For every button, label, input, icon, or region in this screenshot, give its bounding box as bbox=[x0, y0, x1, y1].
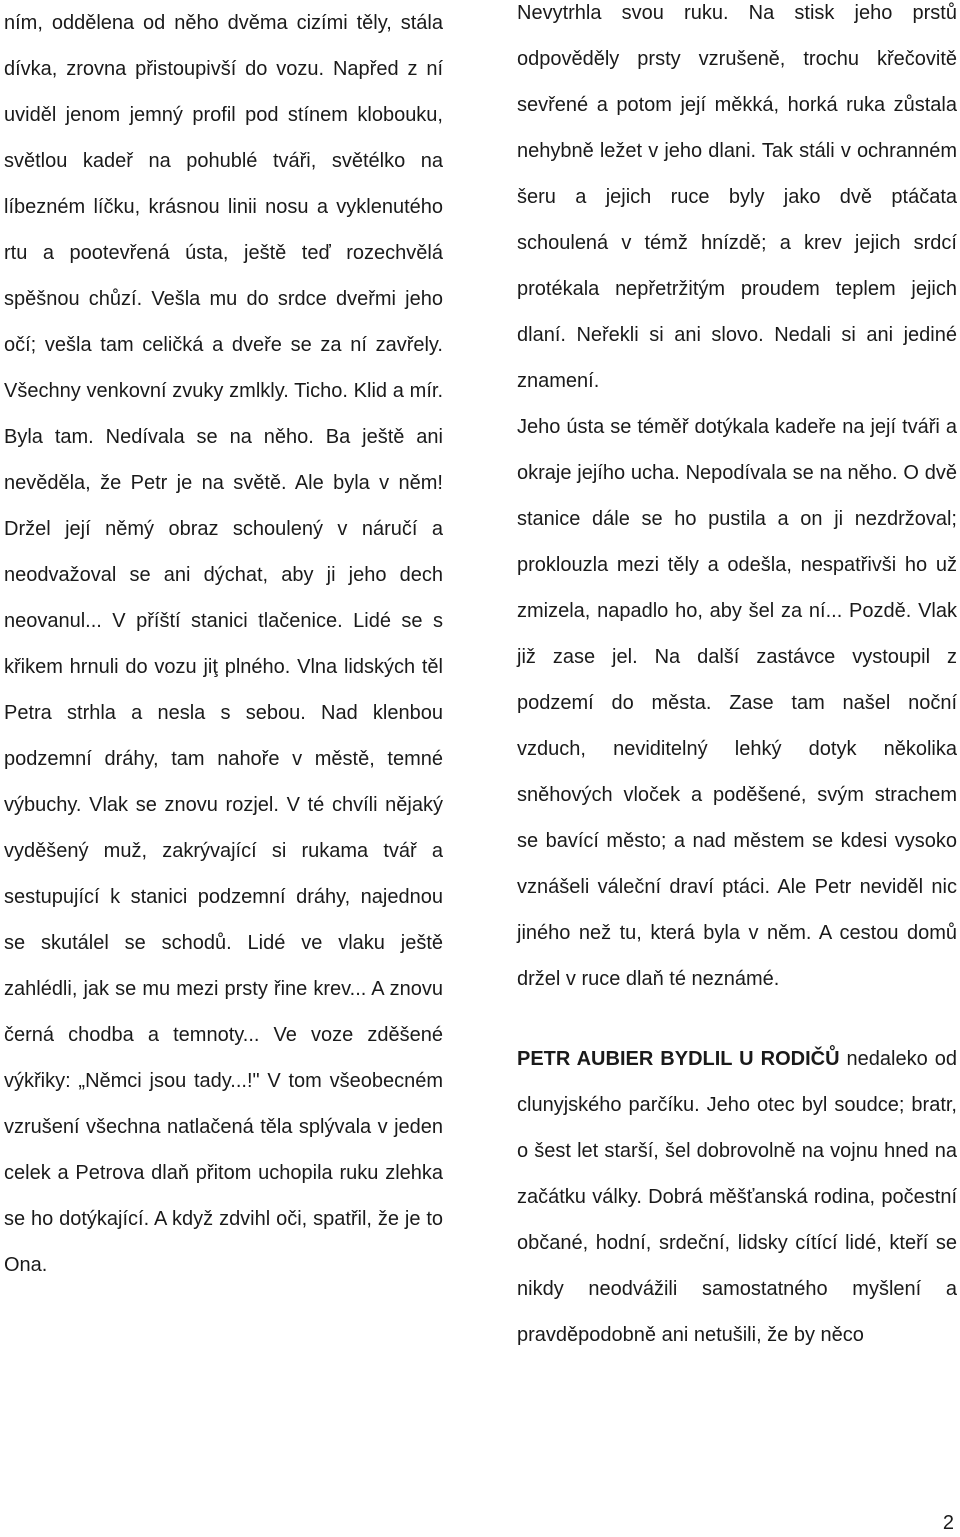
section-text: nedaleko od clunyjského parčíku. Jeho otec byl soudce; bratr, o šest let starší, šel dobrovolně na vojnu hned na začátku války. Dobrá měšťanská rodina, počestní občané, hodní, srdeční, lidsky cítící lidé, kteří se nikdy neodvážili samostatného myšlení a pravděpodobně ani netušili, že by něco bbox=[517, 1048, 957, 1346]
left-text-column bbox=[4, 0, 443, 1288]
body-paragraph: Jeho ústa se téměř dotýkala kadeře na její tváři a okraje jejího ucha. Nepodívala se na něho. O dvě stanice dále se ho pustila a on ji nezdržoval; proklouzla mezi těly a odešla, nespatřivši ho už zmizela, napadlo ho, aby šel za ní... Pozdě. Vlak již zase jel. Na další zastávce vystoupil z podzemí do města. Zase tam našel noční vzduch, neviditelný lehký dotyk několika sněhových vloček a poděšené, svým strachem se bavící město; a nad městem se kdesi vysoko vznášeli váleční draví ptáci. Ale Petr neviděl nic jiného než tu, která byla v něm. A cestou domů držel v ruce dlaň té neznámé. bbox=[517, 416, 957, 990]
body-paragraph: ním, oddělena od něho dvěma cizími těly, stála dívka, zrovna přistoupivší do vozu. Napřed z ní uviděl jenom jemný profil pod stínem klobouku, světlou kadeř na pohublé tváři, světélko na líbezném líčku, krásnou linii nosu a vyklenutého rtu a pootevřená ústa, ještě teď rozechvělá spěšnou chůzí. Vešla mu do srdce dveřmi jeho očí; vešla tam celičká a dveře se za ní zavřely. Všechny venkovní zvuky zmlkly. Ticho. Klid a mír. Byla tam. Nedívala se na něho. Ba ještě ani nevěděla, že Petr je na světě. Ale byla v něm! Držel její němý obraz schoulený v náručí a neodvažoval se ani dýchat, aby ji jeho dech neovanul... V příští stanici tlačenice. Lidé se s křikem hrnuli do vozu jiţ plného. Vlna lidských těl Petra strhla a nesla s sebou. Nad klenbou podzemní dráhy, tam nahoře v městě, temné výbuchy. Vlak se znovu rozjel. V té chvíli nějaký vyděšený muž, zakrývající si rukama tvář a sestupující k stanici podzemní dráhy, najednou se skutálel se schodů. Lidé ve vlaku ještě zahlédli, jak se mu mezi prsty řine krev... A znovu černá chodba a temnoty... Ve voze zděšené výkřiky: „Němci jsou tady...!" V tom všeobecném vzrušení všechna natlačená těla splývala v jeden celek a Petrova dlaň přitom uchopila ruku zlehka se ho dotýkající. A když zdvihl oči, spatřil, že je to Ona. bbox=[4, 12, 443, 1276]
section-heading: PETR AUBIER BYDLIL U RODIČŮ bbox=[517, 1048, 840, 1070]
section-paragraph bbox=[517, 1036, 957, 1358]
page-number: 2 bbox=[942, 1512, 954, 1534]
right-text-column bbox=[517, 0, 957, 1358]
section-spacer bbox=[517, 1002, 957, 1036]
body-paragraph: Nevytrhla svou ruku. Na stisk jeho prstů odpověděly prsty vzrušeně, trochu křečovitě sevřené a potom její měkká, horká ruka zůstala nehybně ležet v jeho dlani. Tak stáli v ochranném šeru a jejich ruce byly jako dvě ptáčata schoulená v témž hnízdě; a krev jejich srdcí protékala nepřetržitým proudem teplem jejich dlaní. Neřekli si ani slovo. Nedali si ani jediné znamení. bbox=[517, 2, 957, 392]
